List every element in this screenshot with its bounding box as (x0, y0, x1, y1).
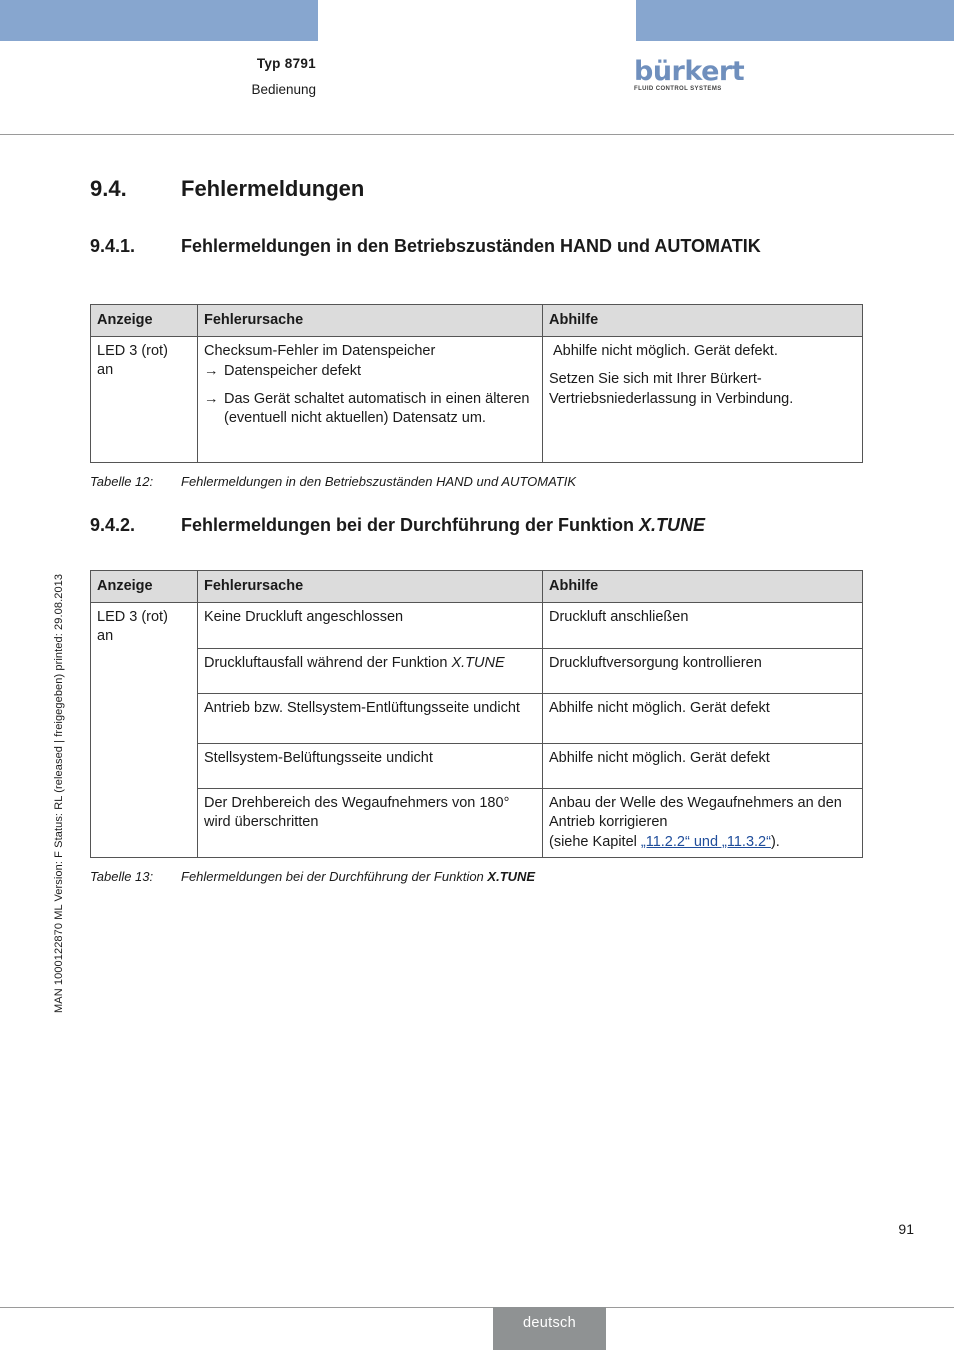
table-header-row (91, 305, 863, 337)
language-tab: deutsch (493, 1307, 606, 1350)
header-bar-left (0, 0, 318, 41)
subsection-heading-1 (90, 235, 850, 258)
logo-tagline: FLUID CONTROL SYSTEMS (634, 86, 722, 92)
subsection-number-2: 9.4.2. (90, 515, 136, 535)
error-table-xtune (90, 570, 863, 858)
section-number: 9.4. (90, 176, 127, 201)
subsection-title-2: Fehlermeldungen bei der Durchführung der Funktion (181, 515, 635, 535)
chapter-reference-link[interactable]: „11.2.2“ und „11.3.2“ (640, 833, 771, 850)
section-heading (90, 176, 364, 202)
cell-abhilfe: Abhilfe nicht möglich. Gerät defekt. Setzen Sie sich mit Ihrer Bürkert-Vertriebsniederlassung in Verbindung. (543, 336, 863, 462)
cell-fehlerursache: Druckluftausfall während der Funktion X.TUNE (198, 648, 543, 693)
footer-divider (0, 1307, 954, 1308)
table-row (91, 743, 863, 788)
subsection-number-1: 9.4.1. (90, 236, 136, 256)
subsection-heading-2 (90, 514, 705, 537)
section-title: Fehlermeldungen (181, 176, 365, 201)
column-header-fehlerursache: Fehlerursache (198, 571, 543, 603)
subsection-title-1: Fehlermeldungen in den Betriebszuständen HAND und AUTOMATIK (181, 236, 761, 256)
table-row (91, 336, 863, 462)
logo-wordmark: bürkert (634, 56, 745, 87)
table-header-row (91, 571, 863, 603)
document-meta-sidebar: MAN 1000122870 ML Version: F Status: RL (released | freigegeben) printed: 29.08.2013 (53, 573, 65, 1013)
cell-abhilfe: Abhilfe nicht möglich. Gerät defekt (543, 693, 863, 743)
cell-fehlerursache: Checksum-Fehler im Datenspeicher → Datenspeicher defekt → Das Gerät schaltet automatisch in einen älteren (eventuell nicht aktuellen) Datensatz um. (198, 336, 543, 462)
header-type: Typ 8791 (256, 56, 316, 71)
arrow-right-icon: → (204, 390, 219, 407)
column-header-abhilfe: Abhilfe (543, 571, 863, 603)
table-row (91, 648, 863, 693)
cell-abhilfe: Abhilfe nicht möglich. Gerät defekt (543, 743, 863, 788)
arrow-right-icon: → (204, 363, 219, 379)
header-bar-right (636, 0, 954, 41)
table-row (91, 788, 863, 858)
column-header-fehlerursache: Fehlerursache (198, 305, 543, 337)
cell-fehlerursache: Der Drehbereich des Wegaufnehmers von 180° wird überschritten (198, 788, 543, 858)
column-header-abhilfe: Abhilfe (543, 305, 863, 337)
header-divider (0, 134, 954, 135)
table-row (91, 693, 863, 743)
page-number: 91 (898, 1221, 914, 1237)
header-section: Bedienung (251, 82, 316, 97)
table-caption-13: Tabelle 13: Fehlermeldungen bei der Durchführung der Funktion X.TUNE (90, 869, 536, 884)
cell-abhilfe: Druckluftversorgung kontrollieren (543, 648, 863, 693)
error-table-hand-automatik (90, 304, 863, 463)
column-header-anzeige: Anzeige (91, 305, 198, 337)
cell-fehlerursache: Stellsystem-Belüftungsseite undicht (198, 743, 543, 788)
cell-fehlerursache: Keine Druckluft angeschlossen (198, 602, 543, 648)
subsection-title-2-italic: X.TUNE (639, 515, 706, 535)
table-caption-12: Tabelle 12: Fehlermeldungen in den Betriebszuständen HAND und AUTOMATIK (90, 474, 577, 489)
burkert-logo (634, 56, 745, 98)
cell-anzeige: LED 3 (rot) an (91, 602, 198, 858)
column-header-anzeige: Anzeige (91, 571, 198, 603)
table-row (91, 602, 863, 648)
cell-abhilfe: Druckluft anschließen (543, 602, 863, 648)
cell-anzeige: LED 3 (rot) an (91, 336, 198, 462)
cell-fehlerursache: Antrieb bzw. Stellsystem-Entlüftungsseite undicht (198, 693, 543, 743)
cell-abhilfe: Anbau der Welle des Wegaufnehmers an den Antrieb korrigieren (siehe Kapitel „11.2.2“ und „11.3.2“). (543, 788, 863, 858)
